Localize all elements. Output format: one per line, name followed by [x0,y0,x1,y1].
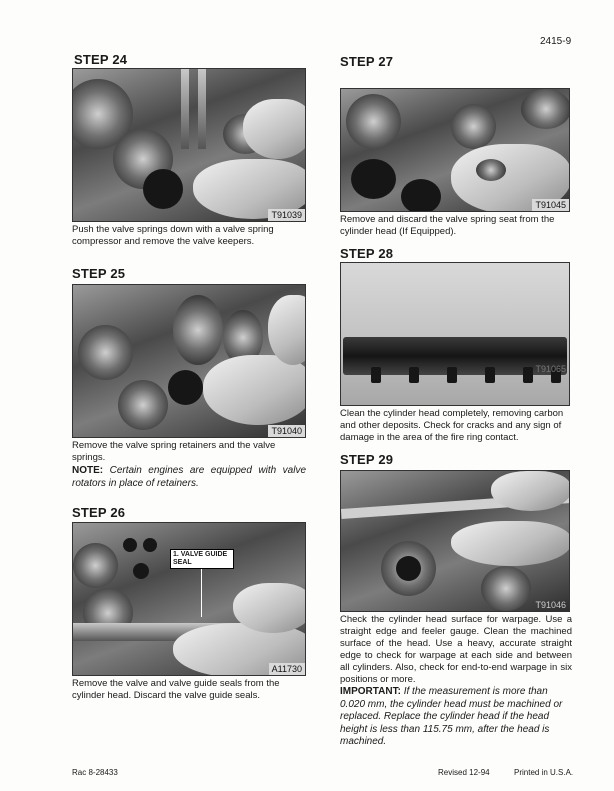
important-text: If the measurement is more than 0.020 mm, the cylinder head must be machined or replaced. Replace the cylinder head if the head height is less than 115.75 mm, after the head is machined. [340,686,563,747]
step-24-photo-id: T91039 [268,209,305,221]
footer-doc-number: Rac 8-28433 [72,768,118,777]
step-29-title: STEP 29 [340,452,394,467]
step-27-title: STEP 27 [340,54,394,69]
step-24-title: STEP 24 [74,52,128,67]
step-28-title: STEP 28 [340,246,394,261]
step-26-title: STEP 26 [72,505,126,520]
valve-guide-seal-callout: 1. VALVE GUIDE SEAL [170,549,234,569]
step-29-photo [340,470,570,612]
step-24-photo [72,68,306,222]
step-28-photo [340,262,570,406]
step-25-title: STEP 25 [72,266,126,281]
step-25-photo-id: T91040 [268,425,305,437]
page-number: 2415-9 [540,36,572,47]
step-29-caption: Check the cylinder head surface for warpage. Use a straight edge and feeler gauge. Clean the machined surface of the head. Use a heavy, accurate straight edge to check for warpage at each side and between all cylinders. Also, check for end-to-end warpage in six positions or more. [340,614,572,685]
step-26-photo [72,522,306,676]
step-25-caption: Remove the valve spring retainers and the valve springs. [72,440,276,463]
step-28-photo-id: T91065 [535,364,566,374]
footer-revised: Revised 12-94 [438,768,490,777]
step-27-photo [340,88,570,212]
step-28-caption: Clean the cylinder head completely, removing carbon and other deposits. Check for cracks and any sign of damage in the area of the fire ring contact. [340,408,564,443]
note-text: Certain engines are equipped with valve rotators in place of retainers. [72,465,306,489]
step-25-photo [72,284,306,438]
step-27-photo-id: T91045 [532,199,569,211]
step-24-caption: Push the valve springs down with a valve spring compressor and remove the valve keepers. [72,224,274,247]
step-27-caption: Remove and discard the valve spring seat from the cylinder head (If Equipped). [340,214,555,237]
step-29-important [340,686,572,749]
important-label: IMPORTANT: [340,686,401,697]
step-26-photo-id: A11730 [269,663,305,675]
note-label: NOTE: [72,465,104,476]
step-29-photo-id: T91046 [535,600,566,610]
step-26-caption: Remove the valve and valve guide seals from the cylinder head. Discard the valve guide seals. [72,678,280,701]
footer-printed: Printed in U.S.A. [514,768,574,777]
step-25-note [72,464,306,490]
